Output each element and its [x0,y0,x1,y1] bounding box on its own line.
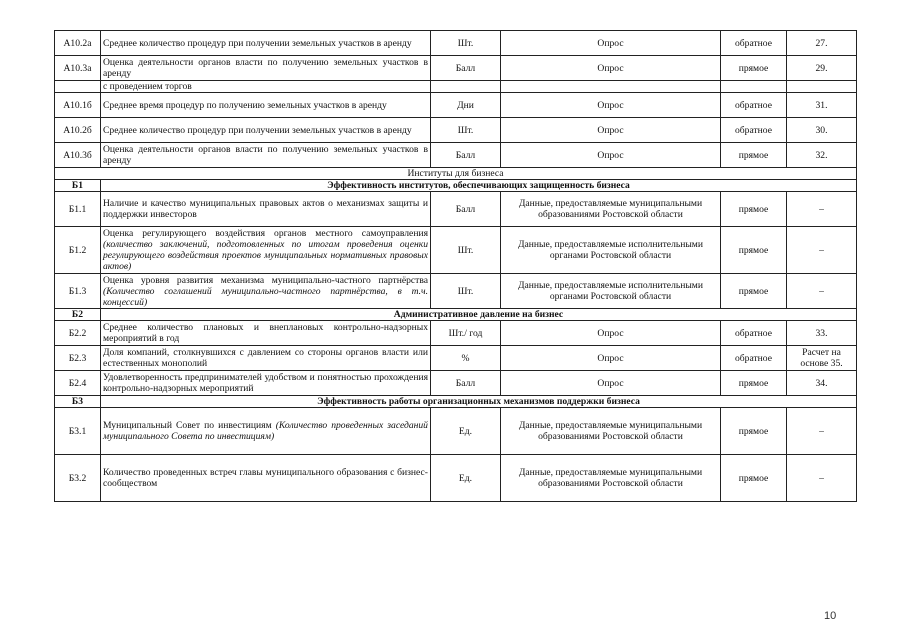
indicator-name-cell [101,192,431,227]
indicator-name-cell [101,93,431,118]
relationship-direction: прямое [721,408,787,455]
table-caption-row [55,168,857,180]
question-reference: 32. [787,143,857,168]
section-code: Б1 [55,180,101,192]
relationship-direction: обратное [721,31,787,56]
indicator-name: с проведением торгов [103,81,192,92]
indicator-code: Б1.3 [55,274,101,309]
section-title: Эффективность работы организационных механизмов поддержки бизнеса [101,396,857,408]
indicator-code: Б3.1 [55,408,101,455]
indicator-code: Б1.1 [55,192,101,227]
question-reference: 29. [787,56,857,81]
question-reference: – [787,227,857,274]
unit-of-measure: Ед. [431,455,501,502]
indicator-name-cell [101,118,431,143]
indicator-name: Оценка уровня развития механизма муниципально-частного партнёрства [103,274,428,286]
relationship-direction: прямое [721,371,787,396]
indicator-name: Среднее количество плановых и внеплановых контрольно-надзорных мероприятий в год [103,322,428,344]
indicator-name: Наличие и качество муниципальных правовых актов о механизмах защиты и поддержки инвесторов [103,198,428,220]
data-source [501,81,721,93]
table-row [55,371,857,396]
indicator-code: Б2.3 [55,346,101,371]
data-source: Данные, предоставляемые муниципальными образованиями Ростовской области [501,408,721,455]
unit-of-measure: Балл [431,56,501,81]
indicator-name: Количество проведенных встреч главы муниципального образования с бизнес-сообществом [103,467,428,489]
table-row [55,455,857,502]
indicator-code: А10.2б [55,118,101,143]
indicator-description: (количество заключений, подготовленных по итогам проведения оценки регулирующего воздействия проектов муниципальных нормативных правовых актов) [103,239,428,272]
data-source: Опрос [501,346,721,371]
question-reference: – [787,192,857,227]
data-source: Данные, предоставляемые исполнительными органами Ростовской области [501,227,721,274]
indicator-name-cell [101,346,431,371]
indicator-code: А10.3б [55,143,101,168]
table-row [55,274,857,309]
indicator-name: Доля компаний, столкнувшихся с давлением со стороны органов власти или естественных монополий [103,347,428,369]
indicator-name-cell [101,274,431,309]
relationship-direction: обратное [721,321,787,346]
section-title: Эффективность институтов, обеспечивающих защищенность бизнеса [101,180,857,192]
question-reference: 33. [787,321,857,346]
table-row [55,93,857,118]
question-reference: 30. [787,118,857,143]
unit-of-measure [431,81,501,93]
table-row [55,31,857,56]
question-reference: Расчет на основе 35. [787,346,857,371]
section-header-row [55,309,857,321]
indicator-name: Муниципальный Совет по инвестициям [103,420,272,431]
indicator-code: Б2.4 [55,371,101,396]
unit-of-measure: Ед. [431,408,501,455]
question-reference: 27. [787,31,857,56]
relationship-direction: обратное [721,118,787,143]
relationship-direction: прямое [721,455,787,502]
indicator-name: Среднее время процедур по получению земельных участков в аренду [103,99,387,111]
relationship-direction: обратное [721,93,787,118]
data-source: Опрос [501,93,721,118]
section-header-row [55,180,857,192]
indicator-code [55,81,101,93]
indicator-name: Оценка деятельности органов власти по получению земельных участков в аренду [103,144,428,166]
unit-of-measure: Балл [431,192,501,227]
indicator-name: Оценка деятельности органов власти по получению земельных участков в аренду [103,57,428,79]
question-reference [787,81,857,93]
indicator-code: Б3.2 [55,455,101,502]
question-reference: 31. [787,93,857,118]
indicator-name-cell [101,321,431,346]
group-caption: Институты для бизнеса [55,168,857,180]
table-row [55,81,857,93]
table-row [55,143,857,168]
indicators-table [54,30,857,502]
indicator-name: Среднее количество процедур при получении земельных участков в аренду [103,37,412,49]
data-source: Опрос [501,118,721,143]
indicator-code: А10.2а [55,31,101,56]
indicators-table-body [55,31,857,502]
relationship-direction: прямое [721,274,787,309]
unit-of-measure: Дни [431,93,501,118]
data-source: Опрос [501,31,721,56]
indicator-name-cell [101,455,431,502]
indicator-code: Б2.2 [55,321,101,346]
relationship-direction: прямое [721,143,787,168]
table-row [55,118,857,143]
data-source: Опрос [501,371,721,396]
relationship-direction [721,81,787,93]
data-source: Опрос [501,321,721,346]
section-code: Б2 [55,309,101,321]
unit-of-measure: Балл [431,371,501,396]
relationship-direction: прямое [721,56,787,81]
data-source: Данные, предоставляемые муниципальными образованиями Ростовской области [501,455,721,502]
data-source: Опрос [501,56,721,81]
unit-of-measure: Шт. [431,31,501,56]
data-source: Данные, предоставляемые муниципальными образованиями Ростовской области [501,192,721,227]
indicator-name-cell [101,227,431,274]
question-reference: 34. [787,371,857,396]
table-row [55,408,857,455]
data-source: Опрос [501,143,721,168]
question-reference: – [787,408,857,455]
data-source: Данные, предоставляемые исполнительными органами Ростовской области [501,274,721,309]
table-row [55,321,857,346]
section-title: Административное давление на бизнес [101,309,857,321]
table-row [55,346,857,371]
relationship-direction: обратное [721,346,787,371]
unit-of-measure: Шт. [431,227,501,274]
indicator-name-cell [101,371,431,396]
table-row [55,192,857,227]
indicator-code: Б1.2 [55,227,101,274]
relationship-direction: прямое [721,227,787,274]
table-row [55,227,857,274]
indicator-code: А10.3а [55,56,101,81]
unit-of-measure: % [431,346,501,371]
indicator-name-cell [101,81,431,93]
question-reference: – [787,274,857,309]
indicator-name-cell [101,31,431,56]
indicator-name-cell [101,143,431,168]
indicator-name-cell [101,408,431,455]
indicator-name: Удовлетворенность предпринимателей удобством и понятностью прохождения контрольно-надзорных мероприятий [103,372,428,394]
unit-of-measure: Шт. [431,118,501,143]
indicator-name: Оценка регулирующего воздействия органов местного самоуправления [103,228,428,239]
page-number: 10 [824,610,837,622]
unit-of-measure: Шт. [431,274,501,309]
indicator-name-cell [101,56,431,81]
section-header-row [55,396,857,408]
indicator-description: (Количество соглашений муниципально-частного партнёрства, в т.ч. концессий) [103,285,428,308]
question-reference: – [787,455,857,502]
unit-of-measure: Балл [431,143,501,168]
unit-of-measure: Шт./ год [431,321,501,346]
relationship-direction: прямое [721,192,787,227]
indicator-name: Среднее количество процедур при получении земельных участков в аренду [103,124,412,136]
section-code: Б3 [55,396,101,408]
indicator-code: А10.1б [55,93,101,118]
table-row [55,56,857,81]
indicator-description: (Количество проведенных заседаний муниципального Совета по инвестициям) [103,420,428,442]
